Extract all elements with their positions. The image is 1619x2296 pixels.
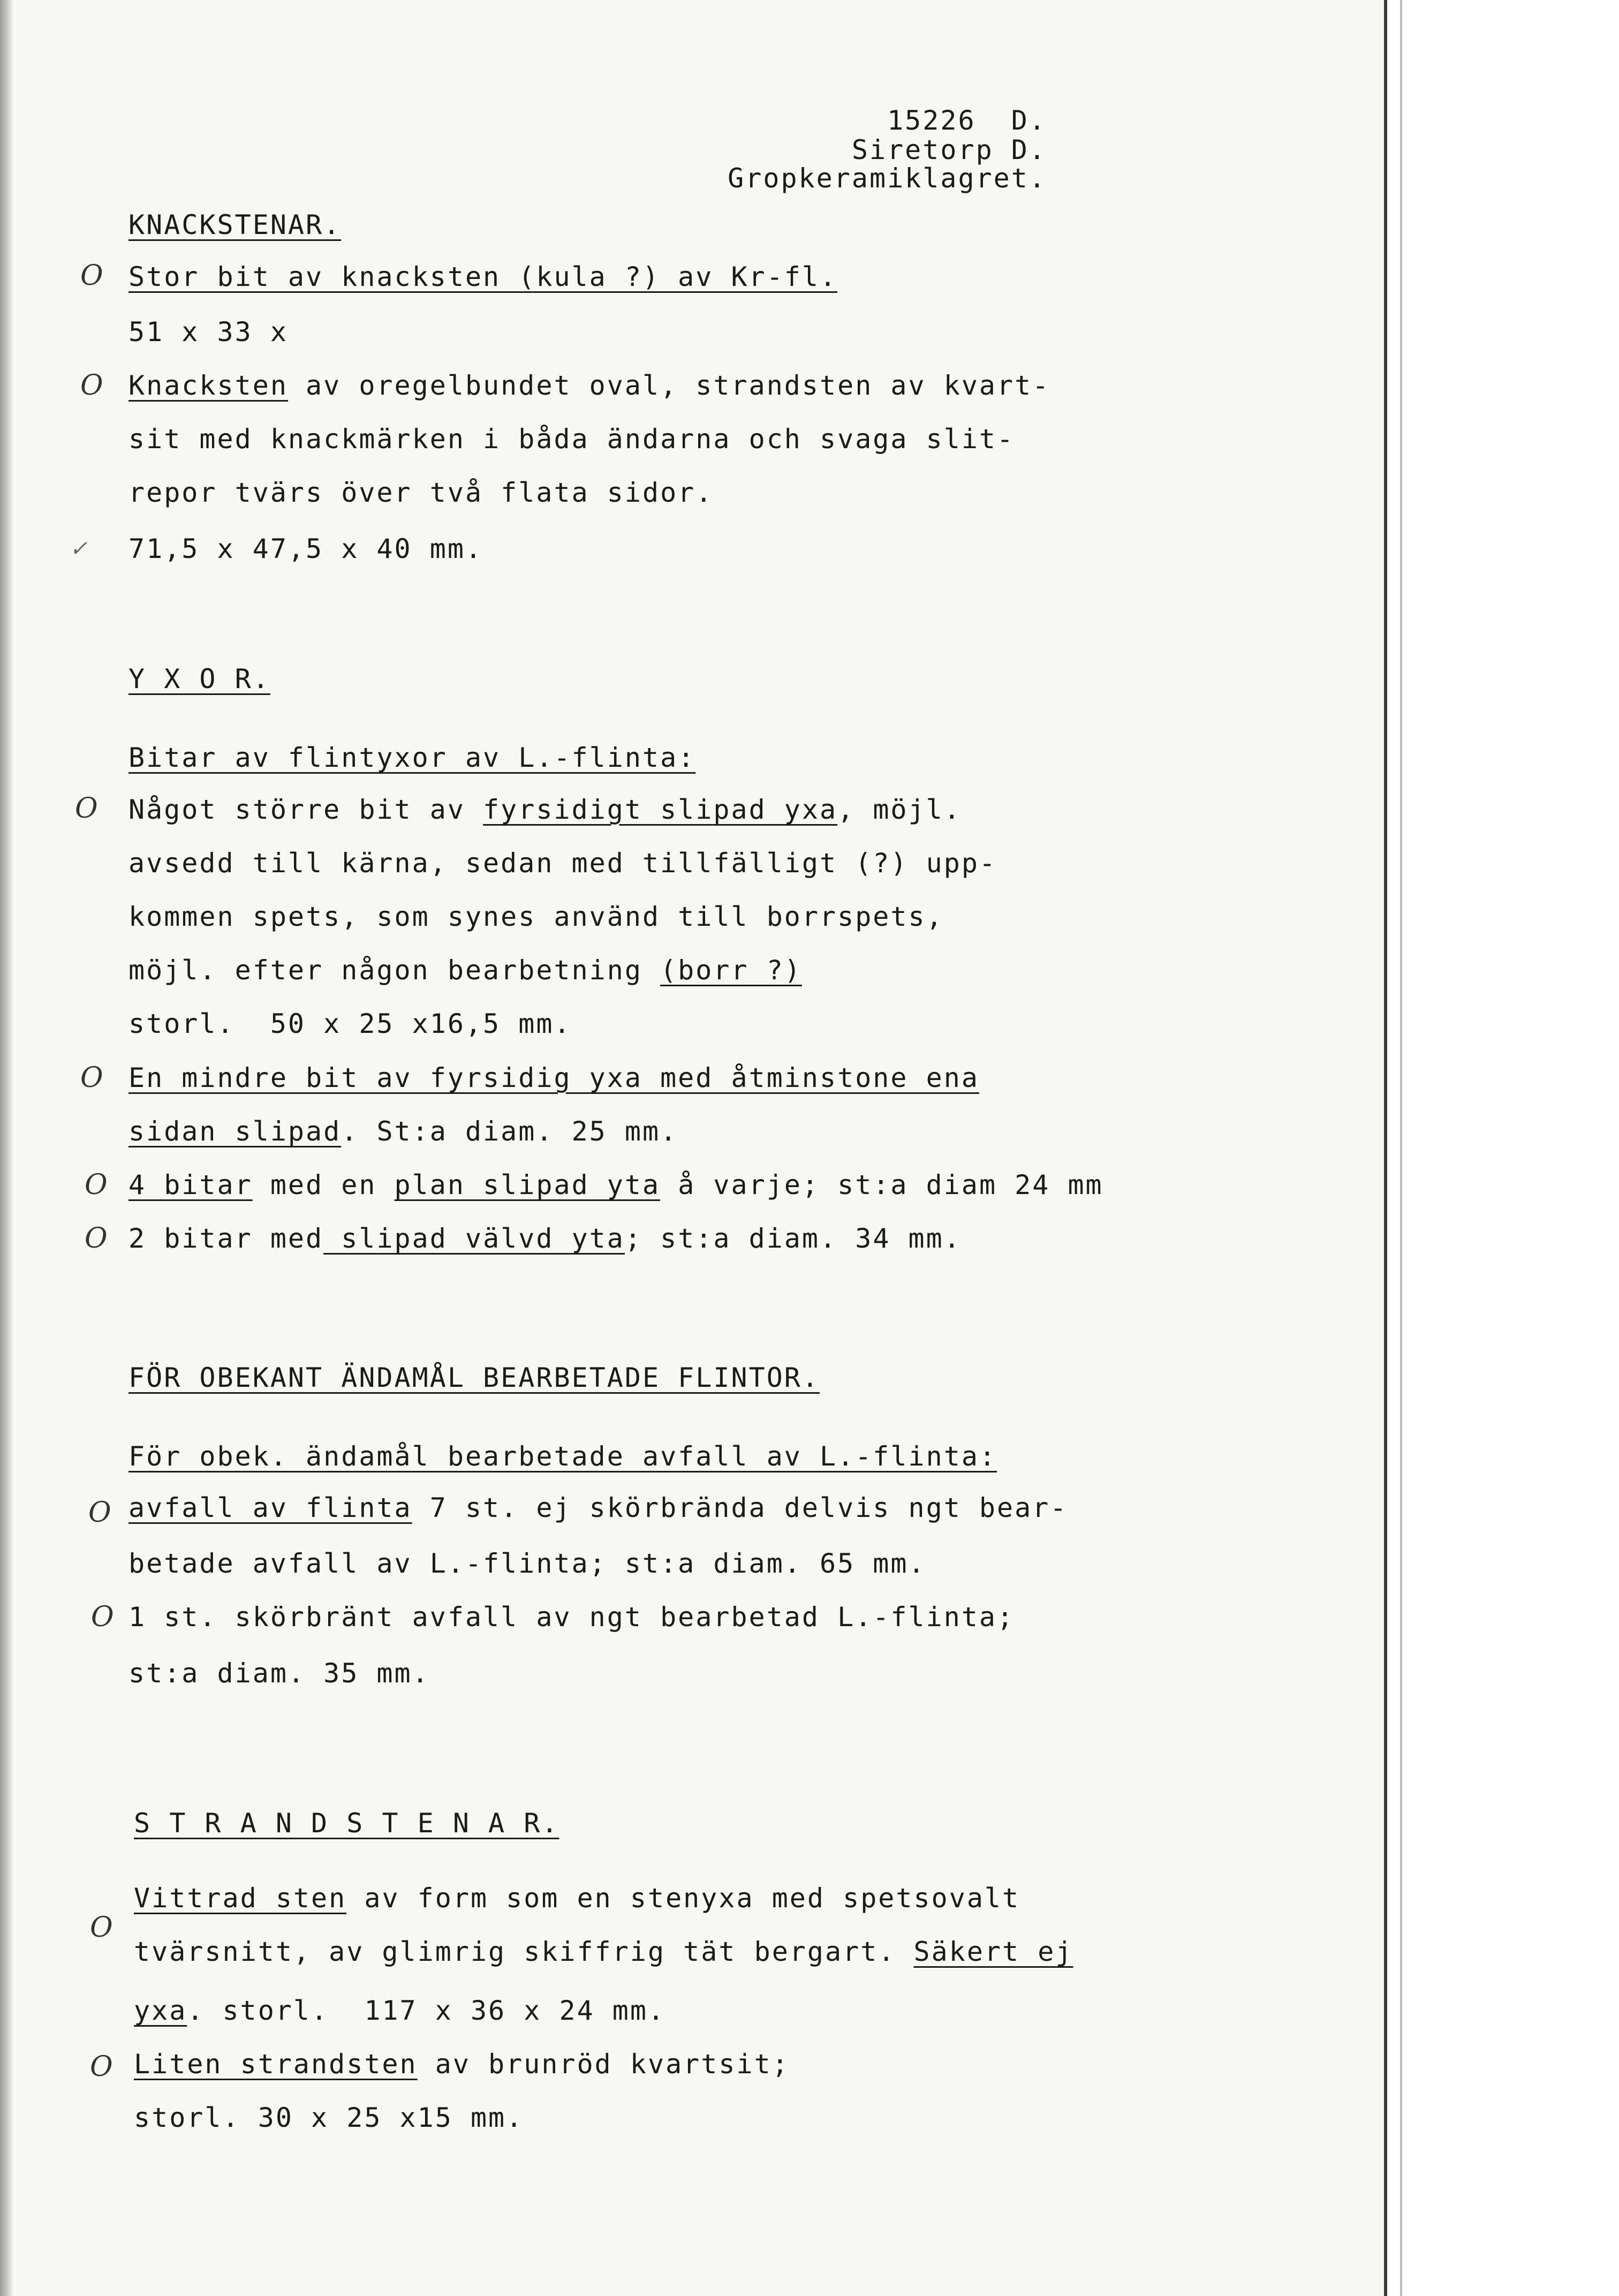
entry-yxa-1-line2: avsedd till kärna, sedan med tillfälligt (?) upp- [128,848,997,879]
entry-yxa-1-dims: storl. 50 x 25 x16,5 mm. [128,1008,572,1039]
subheading-flintyxor: Bitar av flintyxor av L.-flinta: [128,742,696,773]
binder-edge-line [1400,0,1402,2296]
entry-knacksten-1: Stor bit av knacksten (kula ?) av Kr-fl. [128,261,838,292]
entry-avfall-1-line1: avfall av flinta 7 st. ej skörbrända delvis ngt bear- [128,1492,1068,1523]
entry-strandsten-1-line3: yxa. storl. 117 x 36 x 24 mm. [134,1995,666,2026]
entry-knacksten-1-dims: 51 x 33 x [128,316,288,348]
entry-knacksten-2-dims: 71,5 x 47,5 x 40 mm. [128,533,483,564]
entry-strandsten-2-line1: Liten strandsten av brunröd kvartsit; [134,2049,790,2080]
entry-avfall-1-line2: betade avfall av L.-flinta; st:a diam. 65 mm. [128,1548,926,1579]
subheading-avfall: För obek. ändamål bearbetade avfall av L.-flinta: [128,1441,997,1472]
margin-circle-mark: O [80,369,103,402]
entry-knacksten-2-line3: repor tvärs över två flata sidor. [128,477,714,508]
margin-circle-mark: O [80,260,103,292]
entry-yxa-2-line1: En mindre bit av fyrsidig yxa med åtminstone ena [128,1062,979,1093]
section-heading-yxor: Y X O R. [128,663,270,694]
margin-check-mark: ✓ [70,537,88,561]
margin-circle-mark: O [85,1169,108,1201]
entry-yxa-3: 4 bitar med en plan slipad yta å varje; st:a diam 24 mm [128,1169,1103,1200]
margin-circle-mark: O [80,1062,103,1094]
section-heading-flintor: FÖR OBEKANT ÄNDAMÅL BEARBETADE FLINTOR. [128,1362,820,1393]
margin-circle-mark: O [90,1912,113,1944]
margin-circle-mark: O [90,2051,113,2083]
entry-yxa-1-line1: Något större bit av fyrsidigt slipad yxa, möjl. [128,794,962,825]
entry-knacksten-2-line2: sit med knackmärken i båda ändarna och svaga slit- [128,424,1015,455]
reference-number: 15226 D. [887,105,1047,136]
entry-avfall-2-line2: st:a diam. 35 mm. [128,1658,430,1689]
section-heading-knackstenar: KNACKSTENAR. [128,209,342,240]
reference-layer: Gropkeramiklagret. [728,163,1047,194]
binder-gutter [1387,0,1619,2296]
page-binding-shadow [0,0,14,2296]
margin-circle-mark: O [88,1497,111,1529]
entry-avfall-2-line1: 1 st. skörbränt avfall av ngt bearbetad L.-flinta; [128,1602,1015,1633]
entry-yxa-2-line2: sidan slipad. St:a diam. 25 mm. [128,1116,678,1147]
entry-knacksten-2-line1: Knacksten av oregelbundet oval, strandsten av kvart- [128,370,1050,401]
margin-circle-mark: O [91,1601,114,1633]
section-heading-strandstenar: S T R A N D S T E N A R. [134,1808,559,1839]
margin-circle-mark: O [85,1222,108,1255]
margin-circle-mark: O [75,792,98,825]
entry-strandsten-1-line1: Vittrad sten av form som en stenyxa med spetsovalt [134,1883,1020,1914]
entry-yxa-4: 2 bitar med slipad välvd yta; st:a diam. 34 mm. [128,1223,962,1254]
entry-yxa-1-line3: kommen spets, som synes använd till borrspets, [128,901,944,932]
entry-strandsten-1-line2: tvärsnitt, av glimrig skiffrig tät bergart. Säkert ej [134,1936,1073,1967]
entry-yxa-1-line4: möjl. efter någon bearbetning (borr ?) [128,955,802,986]
entry-strandsten-2-line2: storl. 30 x 25 x15 mm. [134,2102,524,2133]
reference-site: Siretorp D. [851,134,1047,165]
